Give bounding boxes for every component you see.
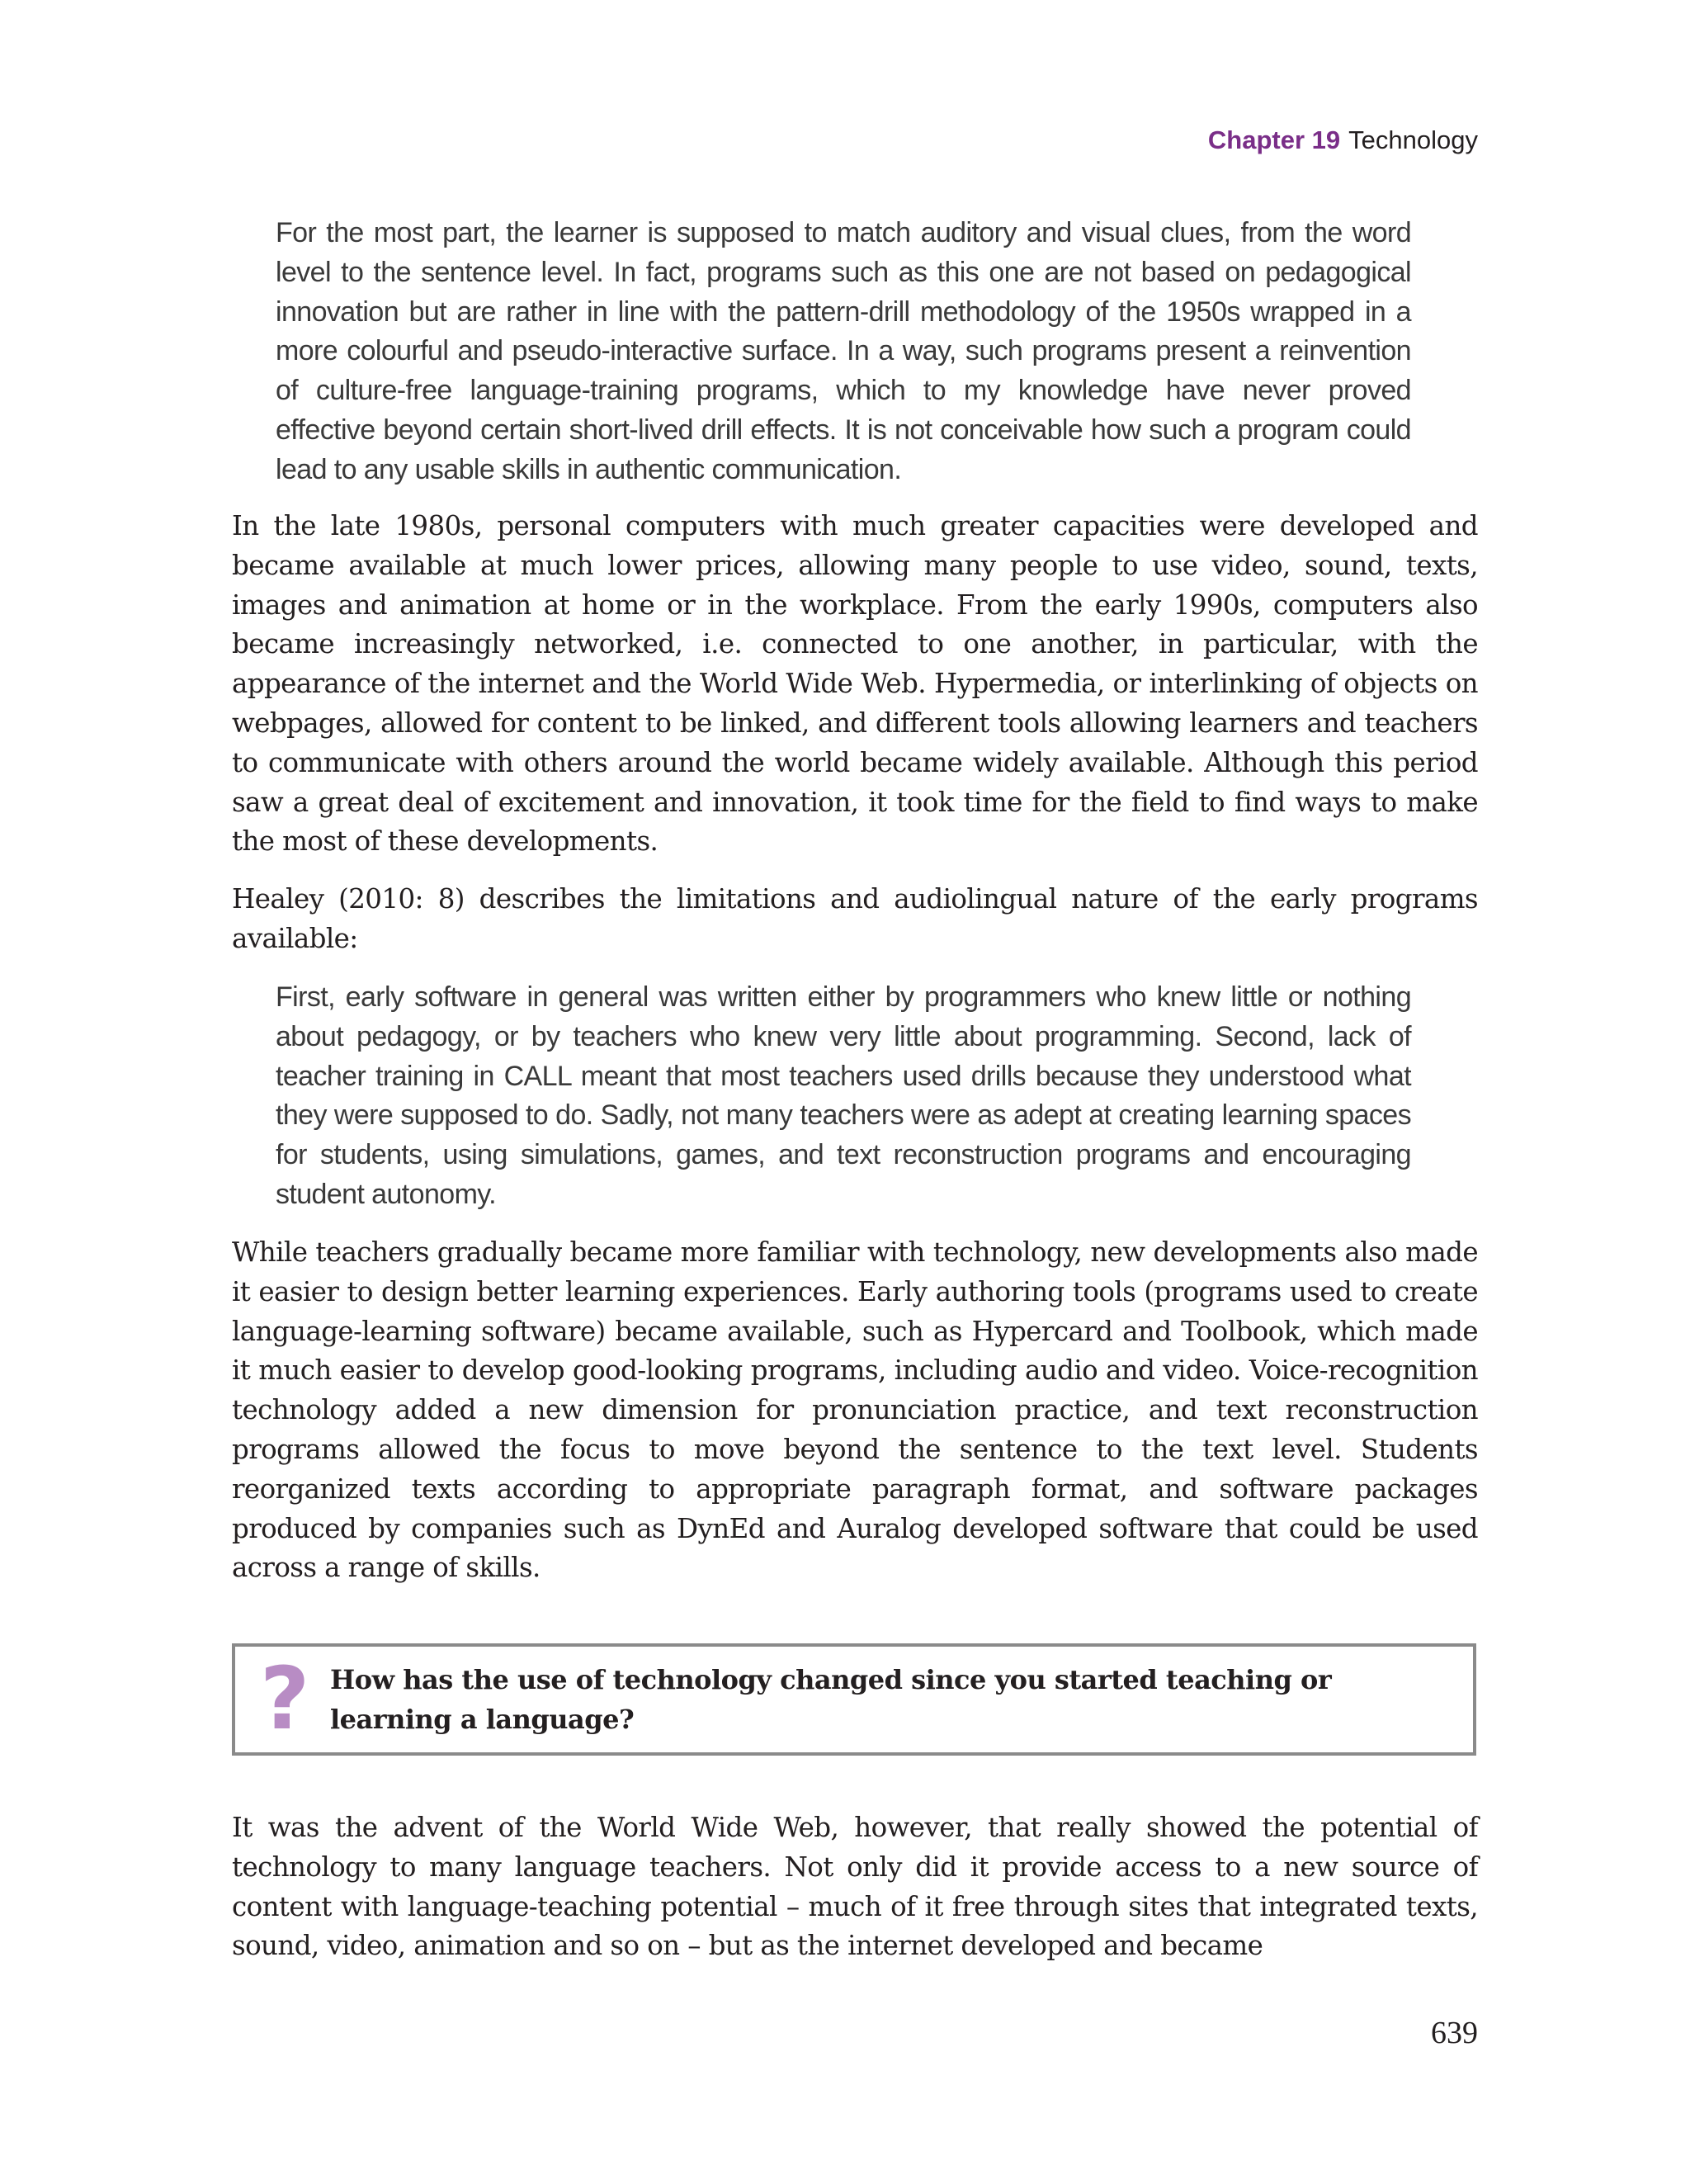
chapter-label: Chapter 19 xyxy=(1207,125,1341,154)
paragraph-1: In the late 1980s, personal computers with much greater capacities were developed and became available at much lower prices, allowing many people to use video, sound, texts, images and animation at home or in the workplace. From the early 1990s, computers also became increasingly networked, i.e. connected to one another, in particular, with the appearance of the internet and the World Wide Web. Hypermedia, or interlinking of objects on webpages, allowed for content to be linked, and different tools allowing learners and teachers to communicate with others around the world became widely available. Although this period saw a great deal of excitement and innovation, it took time for the field to find ways to make the most of these developments. xyxy=(232,510,1478,858)
paragraph-2: Healey (2010: 8) describes the limitations and audiolingual nature of the early programs available: xyxy=(232,883,1478,954)
paragraph-3: While teachers gradually became more familiar with technology, new developments also made it easier to design better learning experiences. Early authoring tools (programs used to create language-learning software) became available, such as Hypercard and Toolbook, which made it much easier to develop good-looking programs, including audio and video. Voice-recognition technology added a new dimension for pronunciation practice, and text reconstruction programs allowed the focus to move beyond the sentence to the text level. Students reorganized texts according to appropriate paragraph format, and software packages produced by companies such as DynEd and Auralog developed software that could be used across a range of skills. xyxy=(232,1236,1478,1584)
reflection-question-text: How has the use of technology changed since you started teaching or learning a language? xyxy=(330,1664,1332,1735)
page-number: 639 xyxy=(1431,2016,1478,2050)
question-mark-icon: ? xyxy=(260,1648,310,1749)
paragraph-4: It was the advent of the World Wide Web, however, that really showed the potential of technology to many language teachers. Not only did it provide access to a new source of content with language-teaching potential – much of it free through sites that integrated texts, sound, video, animation and so on – but as the internet developed and became xyxy=(232,1812,1478,1962)
block-quote-1: For the most part, the learner is supposed to match auditory and visual clues, from the word level to the sentence level. In fact, programs such as this one are not based on pedagogical innovation but are rather in line with the pattern-drill methodology of the 1950s wrapped in a more colourful and pseudo-interactive surface. In a way, such programs present a reinvention of culture-free language-training programs, which to my knowledge have never proved effective beyond certain short-lived drill effects. It is not conceivable how such a program could lead to any usable skills in authentic communication. xyxy=(276,217,1411,485)
block-quote-2: First, early software in general was written either by programmers who knew little or nothing about pedagogy, or by teachers who knew very little about programming. Second, lack of teacher training in CALL meant that most teachers used drills because they understood what they were supposed to do. Sadly, not many teachers were as adept at creating learning spaces for students, using simulations, games, and text reconstruction programs and encouraging student autonomy. xyxy=(276,981,1411,1210)
reflection-question-box xyxy=(232,1643,1476,1756)
chapter-title: Technology xyxy=(1348,125,1478,154)
running-head xyxy=(1208,125,1478,155)
